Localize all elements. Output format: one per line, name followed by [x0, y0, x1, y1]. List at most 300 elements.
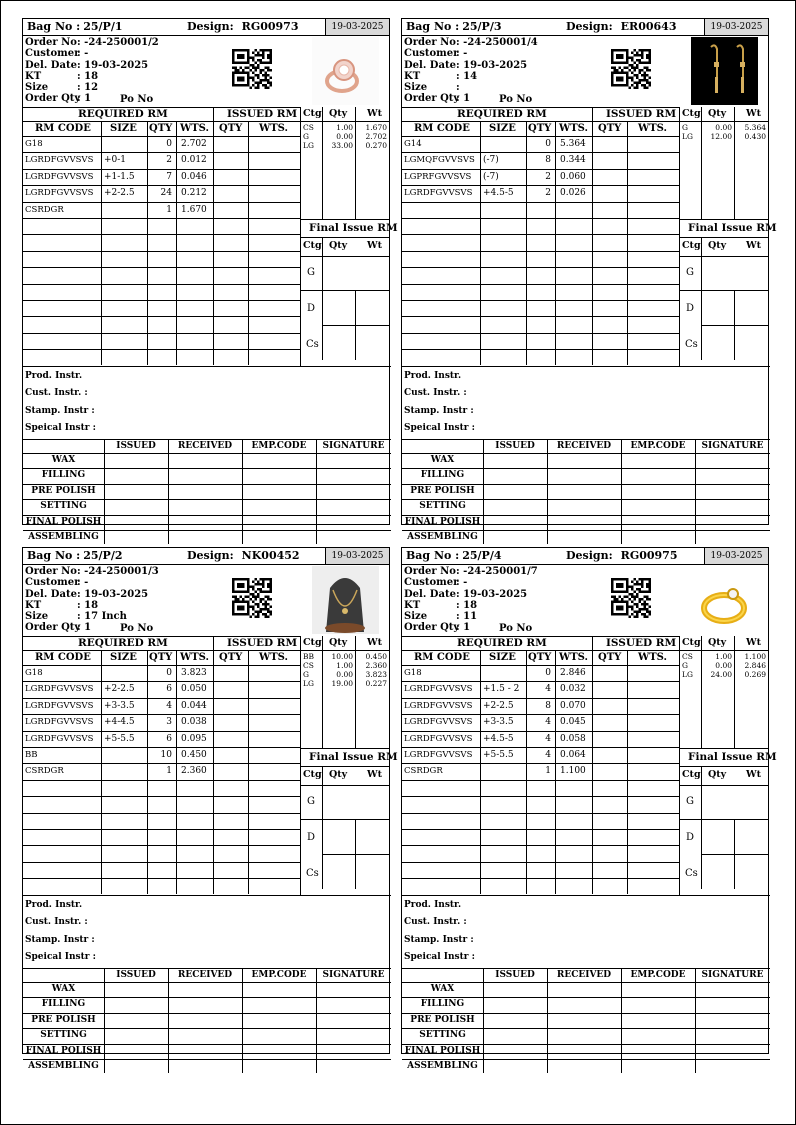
rm-size-cell: (-7) — [483, 171, 499, 182]
info-label: Customer — [25, 577, 80, 589]
info-label: KT — [404, 70, 421, 82]
grid-line — [23, 763, 300, 764]
grid-line — [23, 234, 300, 235]
rm-code-cell: LGRDFGVVSVS — [404, 700, 473, 711]
info-row-kt — [404, 71, 538, 82]
rm-code-cell: LGRDFGVVSVS — [404, 684, 473, 695]
info-value: : -24-250001/3 — [77, 566, 159, 577]
process-row-label: SETTING — [40, 1030, 87, 1041]
rm-code-cell: LGRDFGVVSVS — [25, 171, 94, 182]
process-row-label: SETTING — [419, 1030, 466, 1041]
info-label: Order Qty — [404, 93, 460, 105]
rm-wts-cell: 0.060 — [560, 171, 586, 182]
final-cs-label: Cs — [685, 868, 698, 879]
grid-line — [680, 819, 769, 820]
info-label: Order No — [404, 566, 456, 577]
qr-code-icon — [611, 49, 651, 89]
ctg-code: CS — [303, 661, 314, 670]
info-label: Order Qty — [404, 622, 460, 634]
info-value: : -24-250001/7 — [456, 566, 538, 577]
info-label: Size — [404, 82, 428, 94]
grid-line — [680, 650, 769, 651]
grid-line — [23, 349, 300, 350]
grid-line — [301, 256, 390, 257]
grid-line — [402, 829, 679, 830]
final-d-label: D — [307, 303, 316, 314]
grid-line — [213, 121, 214, 365]
prod-instr-label: Prod. Instr. — [25, 900, 83, 910]
grid-line — [555, 121, 556, 365]
info-row-customer — [25, 48, 159, 59]
rm-qty-cell: 4 — [166, 700, 172, 711]
column-header: QTY — [219, 123, 243, 134]
info-value: : 12 — [77, 82, 99, 94]
signature-column-header: SIGNATURE — [701, 441, 764, 451]
ctg-header: Ctg — [303, 108, 322, 119]
ctg-code: LG — [303, 141, 314, 150]
final-wt-header: Wt — [367, 769, 383, 780]
rm-wts-cell: 0.045 — [560, 717, 586, 728]
rm-size-cell: +1.5 - 2 — [483, 684, 520, 695]
grid-line — [680, 237, 769, 238]
rm-code-cell: LGRDFGVVSVS — [404, 750, 473, 760]
ctg-qty: 0.00 — [715, 123, 732, 132]
grid-line — [104, 968, 105, 1073]
info-value: : 1 — [456, 622, 471, 634]
grid-line — [402, 813, 679, 814]
grid-line — [23, 1013, 391, 1014]
final-wt-header: Wt — [746, 769, 762, 780]
info-label: Order Qty — [25, 622, 81, 634]
grid-line — [23, 333, 300, 334]
grid-line — [592, 121, 593, 365]
info-label: Size — [25, 82, 49, 94]
process-row-label: ASSEMBLING — [407, 532, 478, 542]
ctg-qty: 10.00 — [331, 652, 353, 661]
rm-wts-cell: 0.012 — [181, 155, 207, 166]
grid-line — [213, 636, 214, 650]
info-value: : 17 Inch — [77, 611, 127, 623]
column-header: SIZE — [110, 652, 137, 663]
ctg-code: G — [682, 661, 688, 670]
column-header: SIZE — [489, 652, 516, 663]
issued-column-header: ISSUED — [495, 441, 535, 451]
rm-wts-cell: 1.670 — [181, 204, 207, 215]
rm-qty-cell: 7 — [166, 171, 172, 182]
qr-code-icon — [611, 578, 651, 618]
qty-header: Qty — [708, 108, 727, 119]
grid-line — [402, 515, 770, 516]
grid-line — [23, 968, 391, 969]
grid-line — [483, 439, 484, 544]
signature-column-header: SIGNATURE — [701, 970, 764, 980]
rm-qty-cell: 0 — [166, 139, 172, 149]
rm-wts-cell: 2.846 — [560, 668, 586, 678]
bag-label: Bag No : — [406, 20, 460, 33]
process-row-label: SETTING — [419, 501, 466, 512]
grid-line — [23, 468, 391, 469]
ctg-code: LG — [303, 679, 314, 688]
stamp-instr-label: Stamp. Instr : — [25, 405, 95, 416]
grid-line — [23, 202, 300, 203]
final-issue-rm-heading: Final Issue RM — [688, 751, 777, 763]
info-value: : 18 — [77, 599, 99, 611]
design-number — [187, 20, 298, 33]
design-value: NK00452 — [241, 549, 300, 562]
qr-code-icon — [232, 578, 272, 618]
final-issue-rm-heading: Final Issue RM — [309, 751, 398, 763]
info-row-del-date — [25, 60, 159, 71]
grid-line — [592, 650, 593, 894]
grid-line — [176, 650, 177, 894]
info-value: : - — [77, 48, 89, 60]
rm-code-cell: LGRDFGVVSVS — [404, 733, 473, 744]
process-row-label: FINAL POLISH — [404, 516, 481, 527]
grid-line — [701, 237, 702, 360]
card-date: 19-03-2025 — [704, 548, 768, 564]
info-value: : — [456, 82, 460, 94]
qty-header: Qty — [708, 637, 727, 648]
grid-line — [402, 202, 679, 203]
issued-rm-heading: ISSUED RM — [227, 108, 298, 120]
grid-line — [402, 316, 679, 317]
grid-line — [402, 650, 679, 651]
ctg-code: CS — [682, 652, 693, 661]
grid-line — [23, 267, 300, 268]
ctg-code: LG — [682, 132, 693, 141]
rm-qty-cell: 1 — [545, 766, 551, 777]
issued-column-header: ISSUED — [116, 970, 156, 980]
ctg-wt: 0.269 — [744, 670, 766, 679]
stamp-instr-label: Stamp. Instr : — [404, 934, 474, 945]
grid-line — [316, 968, 317, 1073]
process-row-label: FINAL POLISH — [25, 516, 102, 527]
grid-line — [301, 748, 390, 749]
grid-line — [592, 636, 593, 650]
ctg-wt: 3.823 — [365, 670, 387, 679]
grid-line — [402, 169, 679, 170]
ctg-wt: 1.100 — [744, 652, 766, 661]
column-header: QTY — [598, 652, 622, 663]
grid-line — [480, 121, 481, 365]
info-label: Del. Date — [404, 588, 456, 600]
grid-line — [701, 325, 769, 326]
column-header: QTY — [598, 123, 622, 134]
grid-line — [23, 515, 391, 516]
final-g-label: G — [686, 796, 694, 807]
ctg-qty: 19.00 — [331, 679, 353, 688]
grid-line — [680, 256, 769, 257]
wt-header: Wt — [746, 108, 762, 119]
special-instr-label: Speical Instr : — [404, 422, 475, 433]
info-row-kt — [25, 71, 159, 82]
rm-qty-cell: 4 — [545, 733, 551, 744]
rm-code-cell: G14 — [404, 139, 422, 149]
grid-line — [301, 766, 390, 767]
rm-qty-cell: 8 — [545, 700, 551, 711]
column-header: WTS. — [638, 652, 668, 663]
grid-line — [23, 152, 300, 153]
column-header: WTS. — [259, 123, 289, 134]
bag-number — [406, 20, 502, 33]
grid-line — [168, 968, 169, 1073]
ctg-wt: 0.430 — [744, 132, 766, 141]
special-instr-label: Speical Instr : — [25, 422, 96, 433]
process-row-label: FILLING — [41, 470, 86, 481]
prod-instr-label: Prod. Instr. — [404, 371, 462, 381]
info-value: : - — [77, 577, 89, 589]
column-header: WTS. — [259, 652, 289, 663]
rm-qty-cell: 4 — [545, 717, 551, 728]
grid-line — [402, 895, 770, 896]
rm-wts-cell: 0.050 — [181, 684, 207, 695]
rm-wts-cell: 2.360 — [181, 766, 207, 777]
card-date: 19-03-2025 — [325, 19, 389, 35]
rm-code-cell: LGRDFGVVSVS — [25, 717, 94, 728]
grid-line — [402, 121, 679, 122]
grid-line — [621, 439, 622, 544]
rm-size-cell: +4.5-5 — [483, 733, 514, 744]
final-issue-rm-heading: Final Issue RM — [309, 222, 398, 234]
rm-wts-cell: 2.702 — [181, 139, 207, 149]
po-number-label: Po No — [499, 94, 533, 105]
ctg-wt: 2.360 — [365, 661, 387, 670]
grid-line — [23, 862, 300, 863]
rm-code-cell: LGRDFGVVSVS — [25, 188, 94, 199]
rm-code-cell: G18 — [25, 139, 43, 149]
grid-line — [101, 650, 102, 894]
grid-line — [402, 862, 679, 863]
grid-line — [23, 251, 300, 252]
info-value: : 18 — [456, 599, 478, 611]
grid-line — [101, 121, 102, 365]
bag-value: 25/P/4 — [462, 549, 502, 562]
grid-line — [402, 982, 770, 983]
final-qty-header: Qty — [329, 240, 348, 251]
rm-code-cell: CSRDGR — [404, 766, 443, 777]
ctg-header: Ctg — [682, 108, 701, 119]
final-qty-header: Qty — [708, 240, 727, 251]
rm-qty-cell: 2 — [545, 188, 551, 199]
grid-line — [23, 484, 391, 485]
final-cs-label: Cs — [685, 339, 698, 350]
grid-line — [680, 785, 769, 786]
final-ctg-header: Ctg — [303, 769, 322, 780]
rm-qty-cell: 0 — [545, 668, 551, 678]
bag-value: 25/P/2 — [83, 549, 123, 562]
grid-line — [23, 185, 300, 186]
final-wt-header: Wt — [746, 240, 762, 251]
emp-code-column-header: EMP.CODE — [251, 970, 307, 980]
product-photo — [691, 37, 758, 105]
design-label: Design: — [566, 549, 613, 562]
grid-line — [402, 468, 770, 469]
cust-instr-label: Cust. Instr. : — [404, 917, 467, 928]
grid-line — [23, 499, 391, 500]
grid-line — [402, 439, 770, 440]
grid-line — [23, 439, 391, 440]
column-header: RM CODE — [414, 123, 470, 134]
grid-line — [402, 366, 770, 367]
card-date: 19-03-2025 — [325, 548, 389, 564]
emp-code-column-header: EMP.CODE — [630, 441, 686, 451]
grid-line — [627, 650, 628, 894]
final-ctg-header: Ctg — [303, 240, 322, 251]
column-header: RM CODE — [35, 123, 91, 134]
info-row-size — [404, 82, 538, 93]
job-card-2 — [401, 18, 777, 542]
rm-wts-cell: 0.344 — [560, 155, 586, 166]
ctg-wt: 0.270 — [365, 141, 387, 150]
design-label: Design: — [187, 20, 234, 33]
ctg-code: LG — [682, 670, 693, 679]
cust-instr-label: Cust. Instr. : — [25, 917, 88, 928]
grid-line — [301, 121, 390, 122]
signature-column-header: SIGNATURE — [322, 441, 385, 451]
info-value: : 19-03-2025 — [456, 588, 528, 600]
grid-line — [402, 499, 770, 500]
rm-qty-cell: 0 — [166, 668, 172, 678]
rm-code-cell: BB — [25, 750, 38, 760]
info-row-order-no — [25, 566, 159, 577]
grid-line — [23, 316, 300, 317]
info-label: Order No — [25, 566, 77, 577]
design-value: RG00973 — [241, 20, 299, 33]
grid-line — [402, 251, 679, 252]
grid-line — [23, 530, 391, 531]
po-number-label: Po No — [120, 623, 154, 634]
info-row-order-no — [404, 566, 538, 577]
prod-instr-label: Prod. Instr. — [404, 900, 462, 910]
grid-line — [23, 997, 391, 998]
grid-line — [23, 169, 300, 170]
grid-line — [680, 766, 769, 767]
grid-line — [23, 136, 300, 137]
rm-qty-cell: 0 — [545, 139, 551, 149]
grid-line — [402, 349, 679, 350]
info-row-size — [404, 611, 538, 622]
bag-value: 25/P/3 — [462, 20, 502, 33]
grid-line — [322, 237, 323, 360]
ctg-header: Ctg — [682, 637, 701, 648]
ctg-qty: 1.00 — [336, 123, 353, 132]
info-row-order-no — [404, 37, 538, 48]
column-header: QTY — [149, 123, 173, 134]
ctg-wt: 2.846 — [744, 661, 766, 670]
bag-number — [406, 549, 502, 562]
ctg-qty: 0.00 — [336, 132, 353, 141]
emp-code-column-header: EMP.CODE — [630, 970, 686, 980]
rm-wts-cell: 3.823 — [181, 668, 207, 678]
info-value: : 11 — [456, 611, 478, 623]
grid-line — [402, 1044, 770, 1045]
card-header — [23, 19, 389, 36]
rm-wts-cell: 0.026 — [560, 188, 586, 199]
final-issue-rm-heading: Final Issue RM — [688, 222, 777, 234]
grid-line — [23, 284, 300, 285]
rm-wts-cell: 0.038 — [181, 717, 207, 728]
grid-line — [23, 895, 391, 896]
info-row-customer — [404, 577, 538, 588]
process-row-label: FINAL POLISH — [25, 1045, 102, 1056]
grid-line — [701, 766, 702, 889]
grid-line — [627, 121, 628, 365]
ctg-code: BB — [303, 652, 315, 661]
info-row-size — [25, 611, 159, 622]
issued-rm-heading: ISSUED RM — [606, 637, 677, 649]
product-photo — [312, 566, 379, 634]
received-column-header: RECEIVED — [177, 970, 233, 980]
process-row-label: PRE POLISH — [31, 1014, 96, 1025]
rm-code-cell: G18 — [404, 668, 422, 678]
job-card-1 — [22, 18, 398, 542]
rm-size-cell: +4-4.5 — [104, 717, 135, 728]
stamp-instr-label: Stamp. Instr : — [404, 405, 474, 416]
final-qty-header: Qty — [329, 769, 348, 780]
ctg-qty: 33.00 — [331, 141, 353, 150]
process-row-label: FILLING — [41, 999, 86, 1010]
rm-wts-cell: 0.058 — [560, 733, 586, 744]
card-date: 19-03-2025 — [704, 19, 768, 35]
info-label: Customer — [25, 48, 80, 60]
grid-line — [23, 845, 300, 846]
process-row-label: ASSEMBLING — [407, 1061, 478, 1071]
ctg-qty: 1.00 — [715, 652, 732, 661]
rm-code-cell: CSRDGR — [25, 204, 64, 215]
grid-line — [242, 439, 243, 544]
grid-line — [213, 107, 214, 121]
process-row-label: FINAL POLISH — [404, 1045, 481, 1056]
grid-line — [402, 530, 770, 531]
info-label: Customer — [404, 577, 459, 589]
grid-line — [23, 665, 300, 666]
rm-code-cell: CSRDGR — [25, 766, 64, 777]
rm-qty-cell: 4 — [545, 750, 551, 760]
process-row-label: WAX — [51, 984, 76, 994]
column-header: QTY — [149, 652, 173, 663]
ctg-code: G — [303, 132, 309, 141]
grid-line — [23, 780, 300, 781]
final-d-label: D — [686, 303, 695, 314]
process-row-label: WAX — [51, 455, 76, 465]
column-header: QTY — [528, 123, 552, 134]
info-value: : - — [456, 48, 468, 60]
rm-qty-cell: 8 — [545, 155, 551, 166]
rm-wts-cell: 0.095 — [181, 733, 207, 744]
info-value: : 19-03-2025 — [77, 59, 149, 71]
final-d-label: D — [686, 832, 695, 843]
rm-code-cell: G18 — [25, 668, 43, 678]
card-header — [402, 19, 768, 36]
grid-line — [402, 484, 770, 485]
signature-column-header: SIGNATURE — [322, 970, 385, 980]
qty-header: Qty — [329, 108, 348, 119]
grid-line — [322, 766, 323, 889]
bag-number — [27, 20, 123, 33]
info-value: : 19-03-2025 — [77, 588, 149, 600]
process-row-label: ASSEMBLING — [28, 532, 99, 542]
ctg-wt: 2.702 — [365, 132, 387, 141]
bag-number — [27, 549, 123, 562]
grid-line — [23, 982, 391, 983]
rm-wts-cell: 0.032 — [560, 684, 586, 695]
grid-line — [23, 300, 300, 301]
process-row-label: ASSEMBLING — [28, 1061, 99, 1071]
rm-code-cell: LGRDFGVVSVS — [25, 684, 94, 695]
rm-qty-cell: 1 — [166, 204, 172, 215]
info-label: Size — [404, 611, 428, 623]
grid-line — [402, 968, 770, 969]
